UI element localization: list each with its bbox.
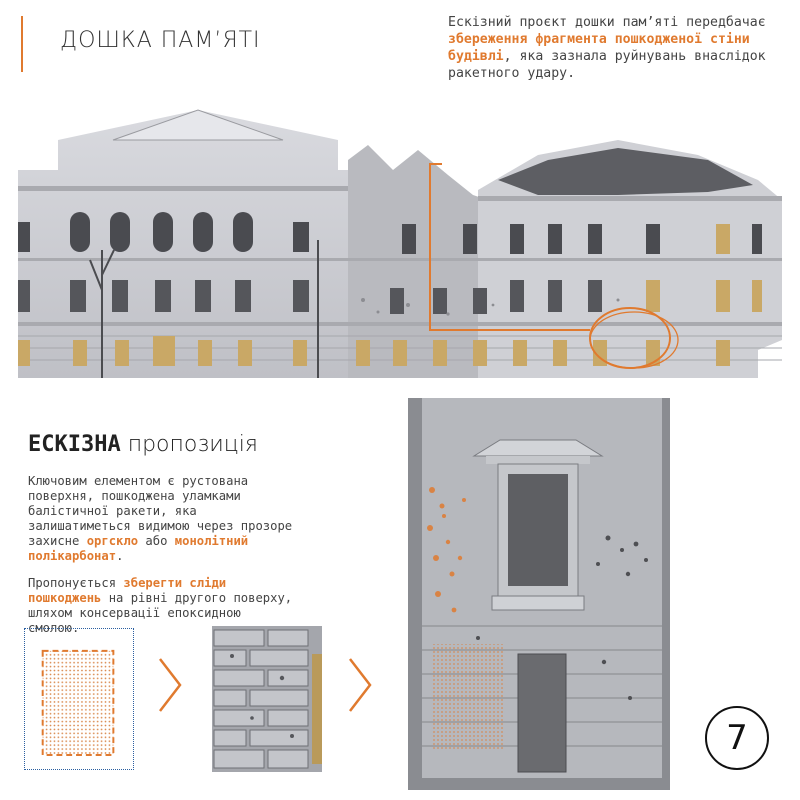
building-facade-image [18, 100, 782, 378]
title-accent-bar [21, 16, 23, 72]
damaged-wall-photo [408, 398, 670, 790]
page-number: 7 [705, 706, 769, 770]
paragraph-conservation: Пропонується зберегти сліди пошкоджень на рівні другого поверху, шляхом консервації епоксидною смолою. [28, 576, 293, 635]
intro-highlight: збереження фрагмента пошкодженої стіни будівлі [448, 32, 750, 64]
chevron-right-icon [344, 655, 376, 715]
intro-text: Ескізний проєкт дошки пам’яті передбачає збереження фрагмента пошкодженої стіни будівлі, яка зазнала руйнувань внаслідок ракетного удару. [448, 15, 766, 81]
rustication-detail-image [212, 626, 322, 772]
section-title: ЕСКІЗНА пропозиція [28, 432, 258, 457]
page-title: ДОШКА ПАМ’ЯТІ [60, 28, 261, 53]
chevron-right-icon [154, 655, 186, 715]
paragraph-materials: Ключовим елементом є рустована поверхня, пошкоджена уламками балістичної ракети, яка залишатиметься видимою через прозоре захисне оргскло або монолітний полікарбонат. [28, 474, 293, 563]
wall-fragment-schema [24, 628, 134, 770]
